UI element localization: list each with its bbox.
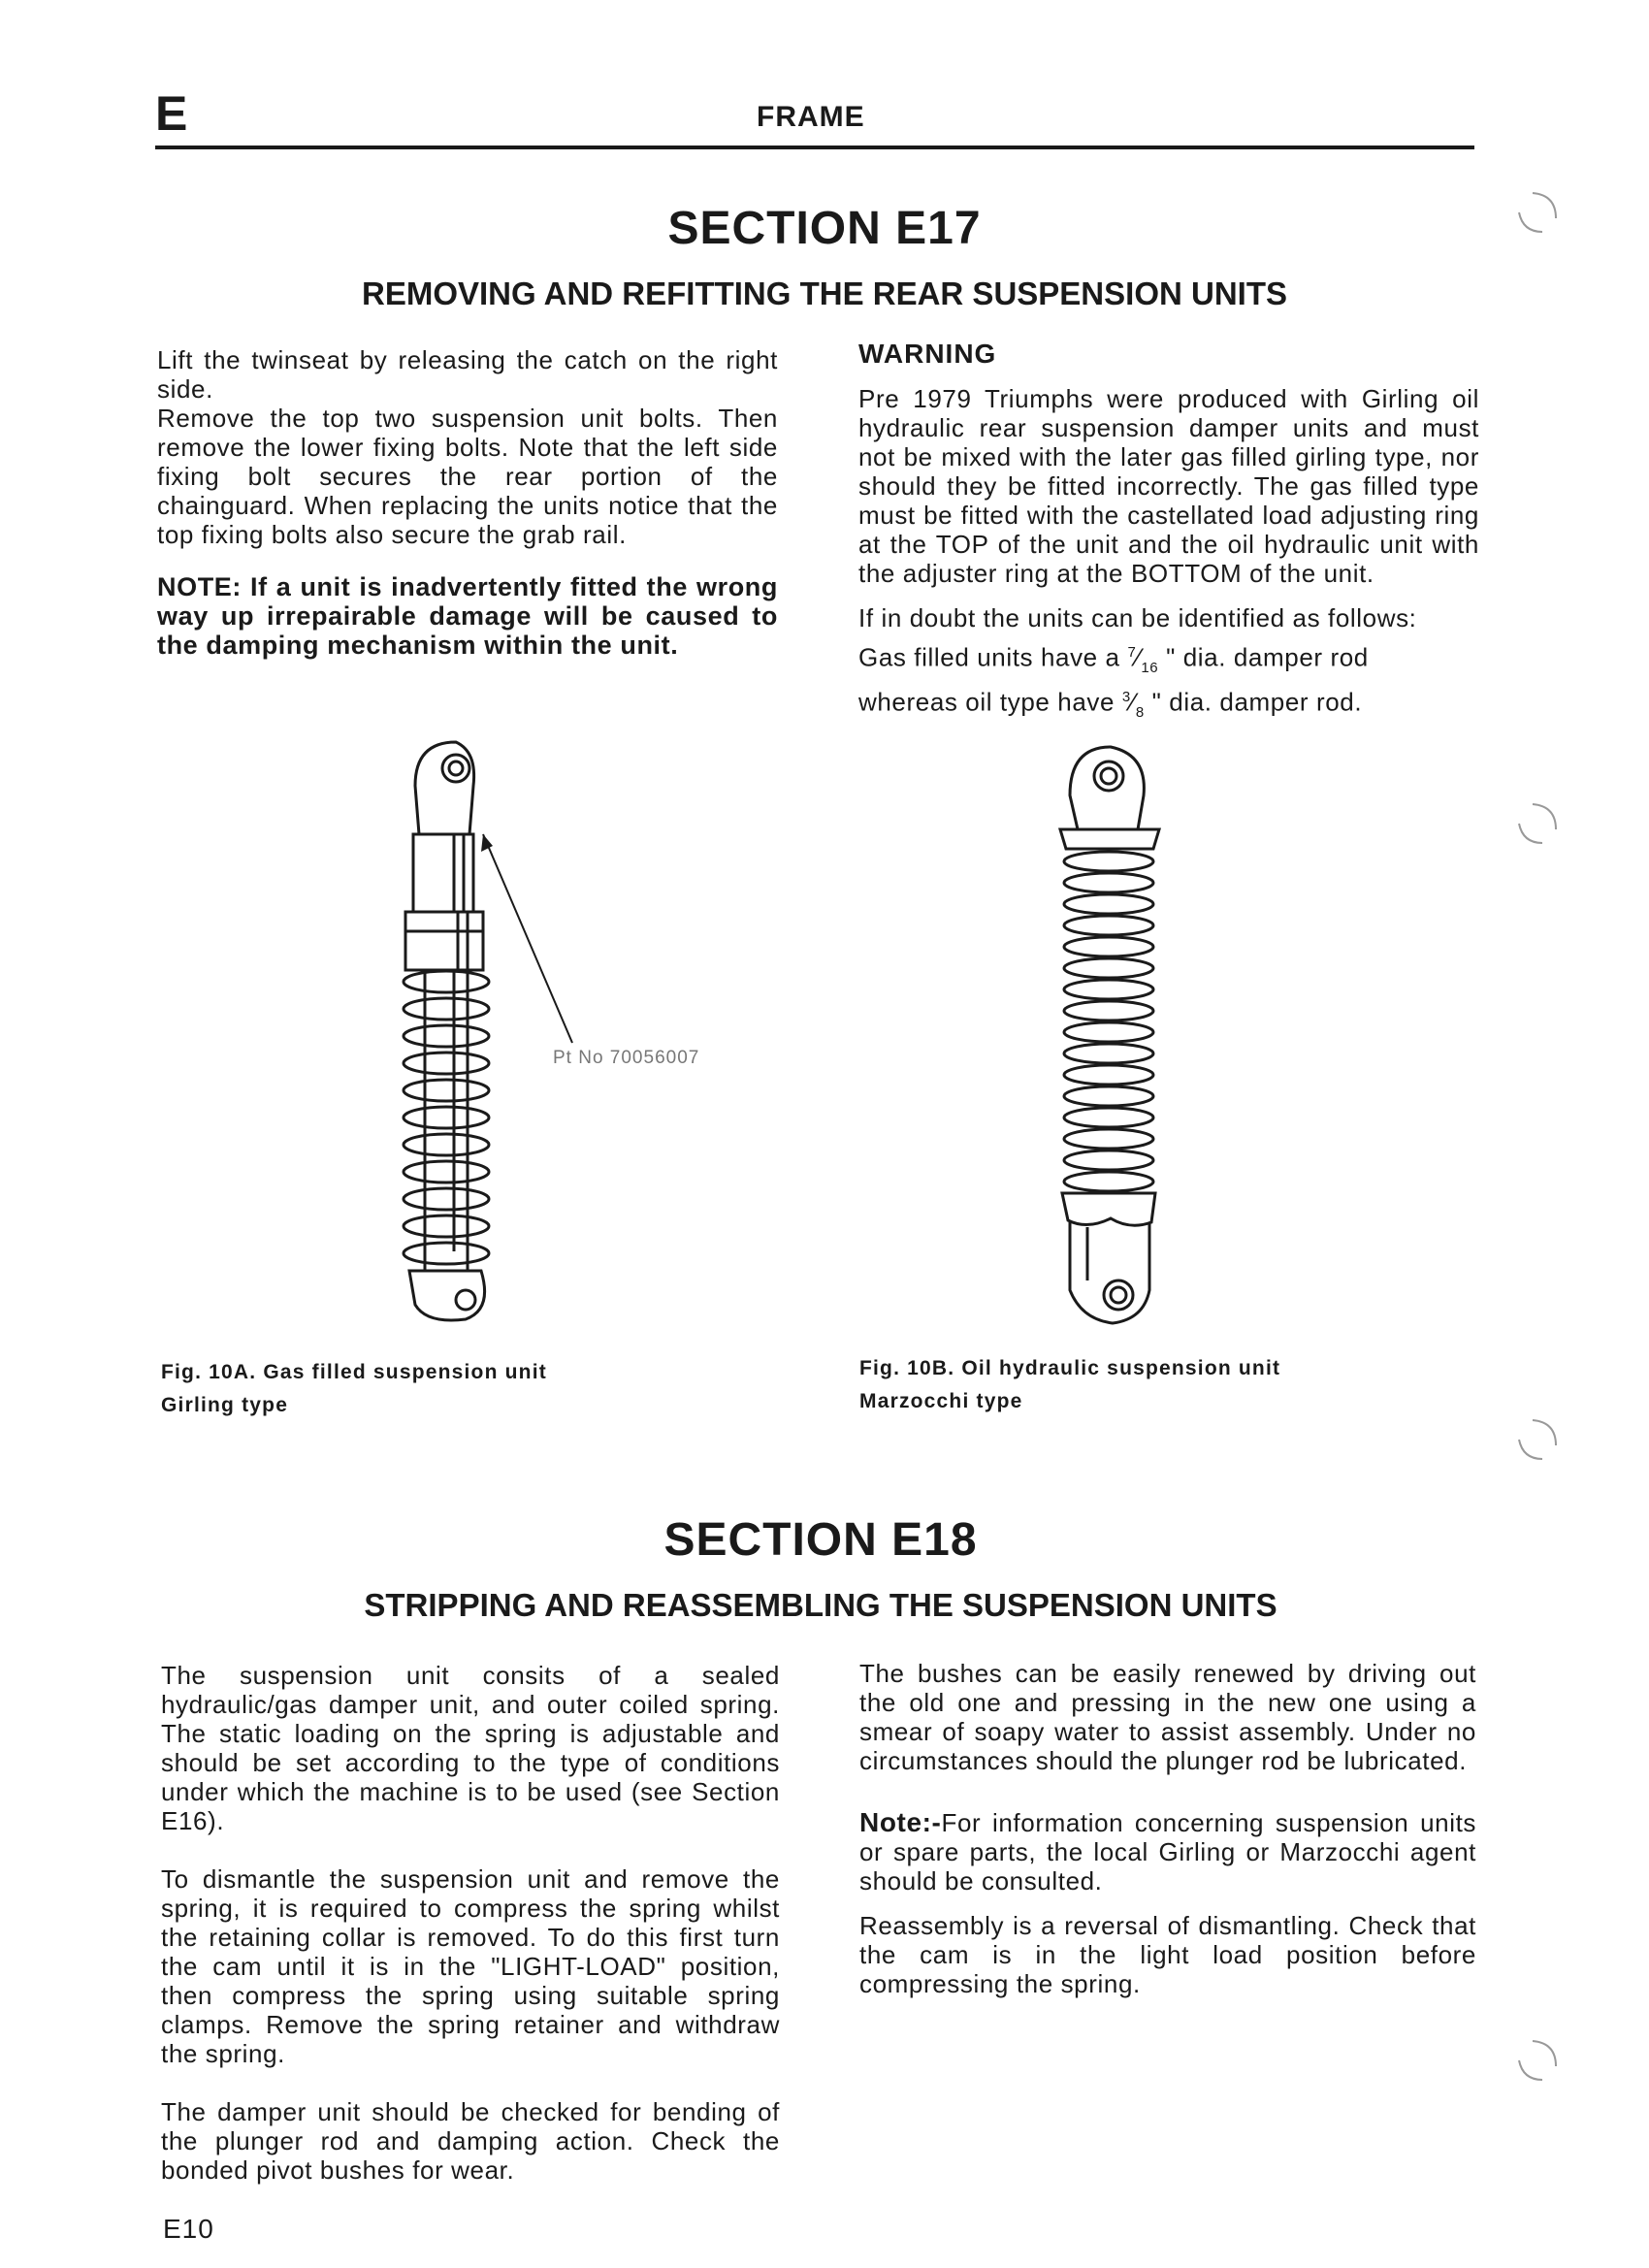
e18-left-column — [161, 1661, 780, 2200]
e18-para-3: The damper unit should be checked for bending of the plunger rod and damping action. Check the bonded pivot bushes for wear. — [161, 2097, 780, 2185]
punch-hole-mark — [1513, 189, 1562, 238]
section-letter: E — [155, 86, 188, 141]
figure-10b-oil-unit — [1023, 737, 1237, 1339]
warning-title: WARNING — [858, 339, 997, 369]
identify-intro: If in doubt the units can be identified as follows: — [858, 603, 1417, 632]
figure-10a-gas-unit — [369, 728, 757, 1329]
header-rule — [155, 146, 1474, 149]
e18-note: Note:-For information concerning suspension units or spare parts, the local Girling or Marzocchi agent should be consulted. — [859, 1807, 1476, 1895]
section-e17-title: REMOVING AND REFITTING THE REAR SUSPENSION UNITS — [361, 275, 1287, 311]
gas-rod-size: Gas filled units have a $^7⁄_{16}$ " dia. damper rod — [858, 642, 1369, 676]
section-e17-number: SECTION E17 — [667, 203, 982, 254]
punch-hole-mark — [1513, 1416, 1562, 1465]
figure-10b-caption: Fig. 10B. Oil hydraulic suspension unit Marzocchi type — [859, 1357, 1281, 1412]
warning-text: Pre 1979 Triumphs were produced with Girling oil hydraulic rear suspension damper units and must not be mixed with the later gas filled girling type, nor should they be fitted incorrectly. The gas filled type must be fitted with the castellated load adjusting ring at the TOP of the unit and the oil hydraulic unit with the adjuster ring at the BOTTOM of the unit. — [858, 384, 1479, 588]
figure-10a-part-number: Pt No 70056007 — [553, 1048, 700, 1068]
figure-10a-caption: Fig. 10A. Gas filled suspension unit Girling type — [161, 1361, 547, 1416]
e17-left-column — [157, 345, 778, 675]
e18-right-column — [859, 1659, 1476, 2014]
e18-right-para-1: The bushes can be easily renewed by driving out the old one and pressing in the new one using a smear of soapy water to assist assembly. Under no circumstances should the plunger rod be lubricated. — [859, 1659, 1476, 1775]
e18-para-2: To dismantle the suspension unit and remove the spring, it is required to compress the spring whilst the retaining collar is removed. To do this first turn the cam until it is in the "LIGHT-LOAD" position, then compress the spring using suitable spring clamps. Remove the spring retainer and withdraw the spring. — [161, 1864, 780, 2068]
punch-hole-mark — [1513, 800, 1562, 849]
page-number: E10 — [163, 2214, 214, 2244]
e17-para-2: Remove the top two suspension unit bolts. Then remove the lower fixing bolts. Note that the left side fixing bolt secures the rear portion of the chainguard. When replacing the units notice that the top fixing bolts also secure the grab rail. — [157, 404, 778, 549]
oil-rod-size: whereas oil type have $^3⁄_8$ " dia. damper rod. — [858, 687, 1363, 721]
section-e18-number: SECTION E18 — [663, 1514, 978, 1566]
chapter-title: FRAME — [757, 101, 865, 133]
e18-para-1: The suspension unit consits of a sealed hydraulic/gas damper unit, and outer coiled spring. The static loading on the spring is adjustable and should be set according to the type of conditions under which the machine is to be used (see Section E16). — [161, 1661, 780, 1835]
e17-note: NOTE: If a unit is inadvertently fitted the wrong way up irrepairable damage will be caused to the damping mechanism within the unit. — [157, 572, 778, 660]
section-e18-title: STRIPPING AND REASSEMBLING THE SUSPENSION UNITS — [364, 1587, 1277, 1623]
e18-right-para-3: Reassembly is a reversal of dismantling. Check that the cam is in the light load position before compressing the spring. — [859, 1911, 1476, 1998]
punch-hole-mark — [1513, 2037, 1562, 2086]
e17-para-1: Lift the twinseat by releasing the catch on the right side. — [157, 345, 778, 404]
e17-right-column — [858, 340, 1479, 728]
